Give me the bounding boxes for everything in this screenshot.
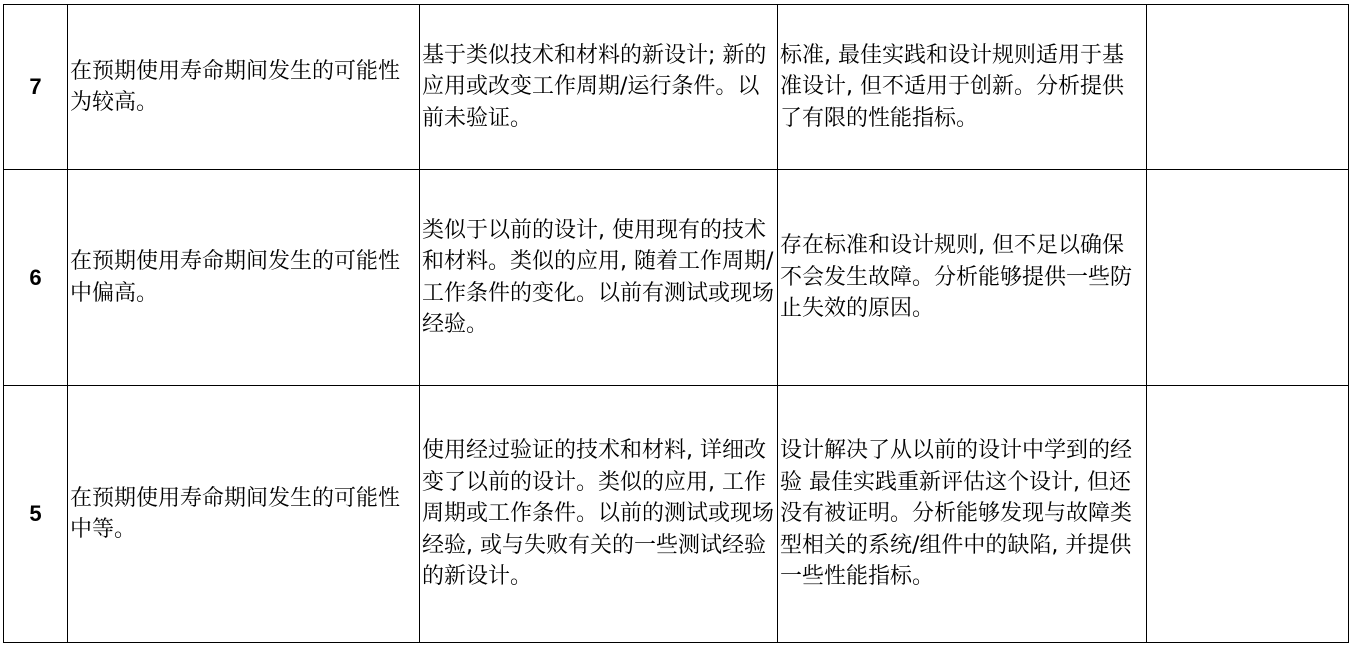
empty-cell: [1147, 386, 1349, 643]
rating-level-cell: 6: [4, 170, 68, 386]
design-basis-cell: 基于类似技术和材料的新设计; 新的应用或改变工作周期/运行条件。以前未验证。: [420, 5, 778, 170]
rating-level-cell: 5: [4, 386, 68, 643]
rating-level-cell: 7: [4, 5, 68, 170]
table-row: [4, 386, 1349, 643]
occurrence-likelihood-cell: 在预期使用寿命期间发生的可能性中等。: [68, 386, 420, 643]
design-basis-cell: 使用经过验证的技术和材料, 详细改变了以前的设计。类似的应用, 工作周期或工作条件。以前的测试或现场经验, 或与失败有关的一些测试经验的新设计。: [420, 386, 778, 643]
occurrence-rating-table: [3, 4, 1349, 643]
empty-cell: [1147, 170, 1349, 386]
prevention-controls-cell: 存在标准和设计规则, 但不足以确保不会发生故障。分析能够提供一些防止失效的原因。: [778, 170, 1147, 386]
empty-cell: [1147, 5, 1349, 170]
table-row: [4, 170, 1349, 386]
prevention-controls-cell: 设计解决了从以前的设计中学到的经验 最佳实践重新评估这个设计, 但还没有被证明。分析能够发现与故障类型相关的系统/组件中的缺陷, 并提供一些性能指标。: [778, 386, 1147, 643]
occurrence-likelihood-cell: 在预期使用寿命期间发生的可能性中偏高。: [68, 170, 420, 386]
prevention-controls-cell: 标准, 最佳实践和设计规则适用于基准设计, 但不适用于创新。分析提供了有限的性能指标。: [778, 5, 1147, 170]
design-basis-cell: 类似于以前的设计, 使用现有的技术和材料。类似的应用, 随着工作周期/工作条件的变化。以前有测试或现场经验。: [420, 170, 778, 386]
occurrence-likelihood-cell: 在预期使用寿命期间发生的可能性为较高。: [68, 5, 420, 170]
table-row: [4, 5, 1349, 170]
